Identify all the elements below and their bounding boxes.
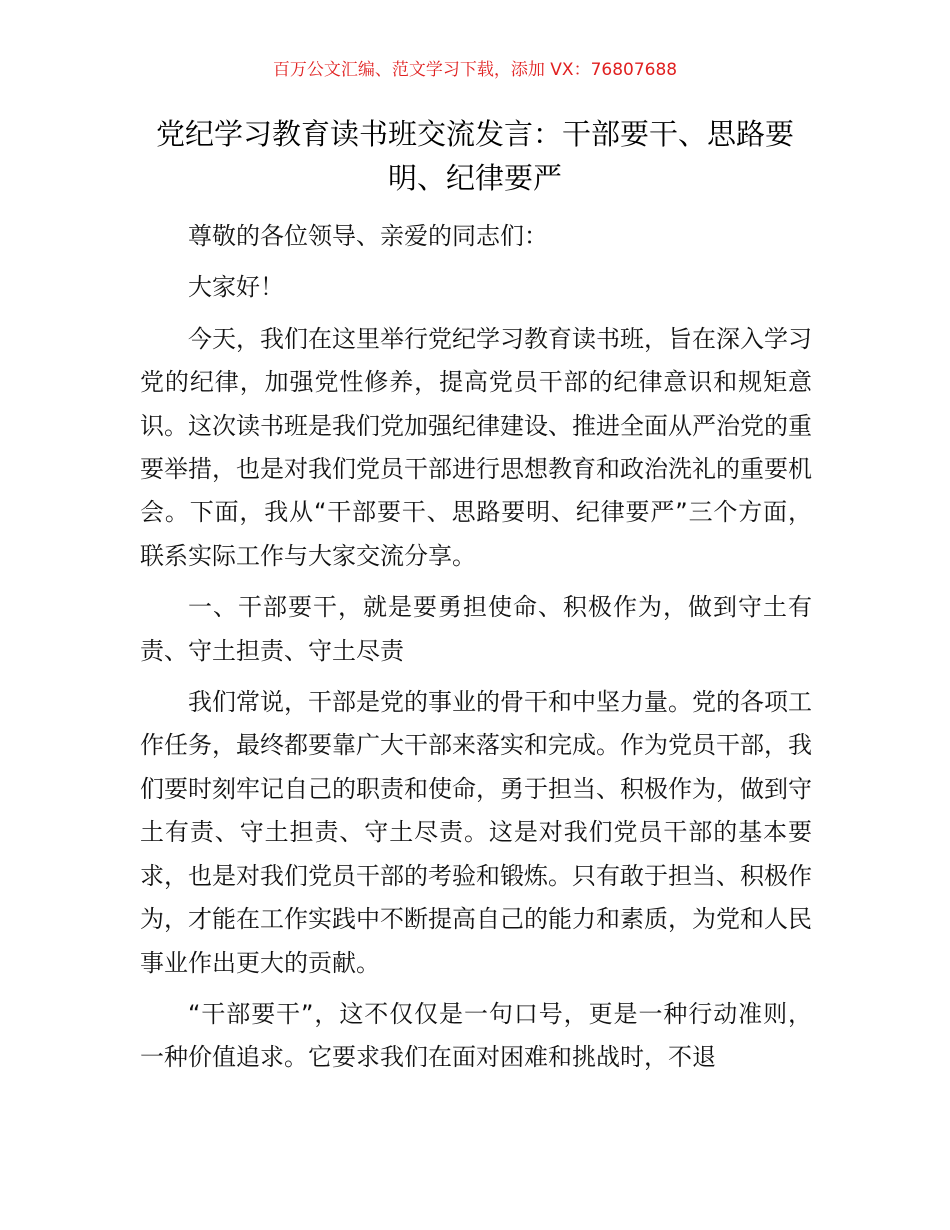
body-paragraph-continued: “干部要干”，这不仅仅是一句口号，更是一种行动准则，一种价值追求。它要求我们在面对困难和挑战时，不退 bbox=[140, 999, 812, 1072]
section-heading-1: 一、干部要干，就是要勇担使命、积极作为，做到守土有责、守土担责、守土尽责 bbox=[140, 593, 812, 665]
document-title: 党纪学习教育读书班交流发言：干部要干、思路要明、纪律要严 bbox=[155, 117, 794, 195]
intro-paragraph: 今天，我们在这里举行党纪学习教育读书班，旨在深入学习党的纪律，加强党性修养，提高党员干部的纪律意识和规矩意识。这次读书班是我们党加强纪律建设、推进全面从严治党的重要举措，也是对我们党员干部进行思想教育和政治洗礼的重要机会。下面，我从“干部要干、思路要明、纪律要严”三个方面，联系实际工作与大家交流分享。 bbox=[140, 324, 812, 570]
greeting: 大家好！ bbox=[188, 273, 284, 302]
salutation: 尊敬的各位领导、亲爱的同志们： bbox=[188, 222, 548, 250]
document-body bbox=[140, 215, 812, 1088]
watermark-header: 百万公文汇编、范文学习下载，添加 VX：76807688 bbox=[272, 60, 678, 80]
body-paragraph: 我们常说，干部是党的事业的骨干和中坚力量。党的各项工作任务，最终都要靠广大干部来落实和完成。作为党员干部，我们要时刻牢记自己的职责和使命，勇于担当、积极作为，做到守土有责、守土担责、守土尽责。这是对我们党员干部的基本要求，也是对我们党员干部的考验和锻炼。只有敢于担当、积极作为，才能在工作实践中不断提高自己的能力和素质，为党和人民事业作出更大的贡献。 bbox=[140, 688, 812, 977]
